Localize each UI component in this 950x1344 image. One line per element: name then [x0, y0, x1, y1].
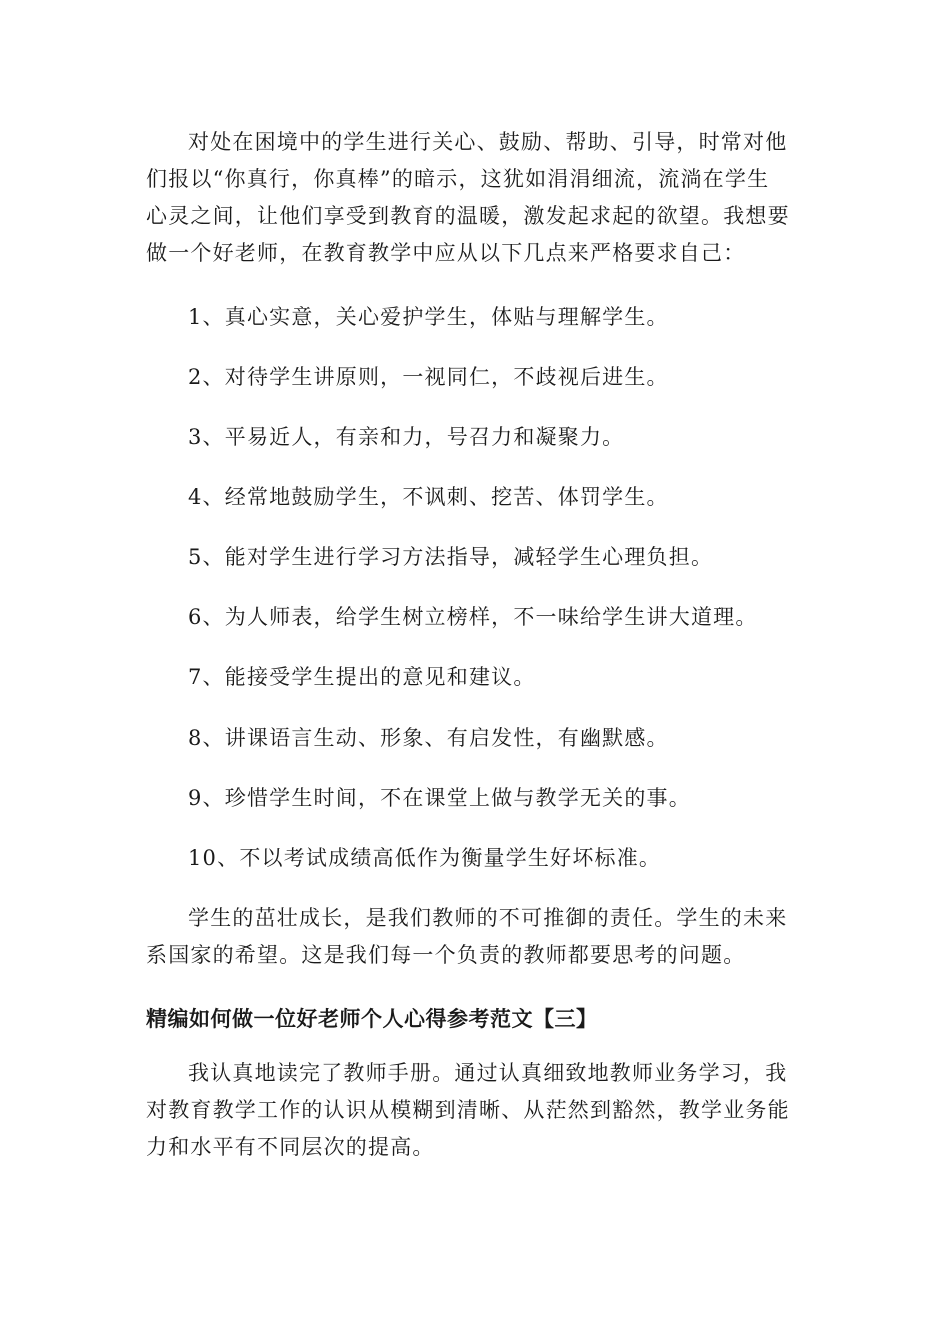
section3-line: 力和水平有不同层次的提高。	[146, 1135, 435, 1159]
intro-line: 对处在困境中的学生进行关心、鼓励、帮助、引导，时常对他	[188, 130, 788, 154]
intro-line: 心灵之间，让他们享受到教育的温暖，激发起求起的欲望。我想要	[146, 204, 790, 228]
intro-line: 做一个好老师，在教育教学中应从以下几点来严格要求自己：	[146, 241, 746, 265]
list-item: 7、能接受学生提出的意见和建议。	[188, 665, 536, 689]
intro-paragraph	[146, 124, 796, 272]
section3-line: 对教育教学工作的认识从模糊到清晰、从茫然到豁然，教学业务能	[146, 1098, 790, 1122]
section-heading: 精编如何做一位好老师个人心得参考范文【三】	[146, 1006, 598, 1031]
list-item: 2、对待学生讲原则，一视同仁，不歧视后进生。	[188, 365, 669, 389]
closing-line: 学生的茁壮成长，是我们教师的不可推御的责任。学生的未来	[188, 906, 788, 930]
list-item: 3、平易近人，有亲和力，号召力和凝聚力。	[188, 425, 625, 449]
section3-line: 我认真地读完了教师手册。通过认真细致地教师业务学习，我	[188, 1061, 788, 1085]
closing-paragraph	[146, 900, 796, 974]
list-item: 5、能对学生进行学习方法指导，减轻学生心理负担。	[188, 545, 714, 569]
list-item: 6、为人师表，给学生树立榜样，不一味给学生讲大道理。	[188, 605, 758, 629]
intro-line: 们报以“你真行，你真棒”的暗示，这犹如涓涓细流，流淌在学生	[146, 167, 770, 191]
list-item: 1、真心实意，关心爱护学生，体贴与理解学生。	[188, 305, 669, 329]
list-item: 4、经常地鼓励学生，不讽刺、挖苦、体罚学生。	[188, 485, 669, 509]
section3-paragraph	[146, 1055, 796, 1166]
list-item: 8、讲课语言生动、形象、有启发性，有幽默感。	[188, 726, 669, 750]
closing-line: 系国家的希望。这是我们每一个负责的教师都要思考的问题。	[146, 943, 746, 967]
list-item: 9、珍惜学生时间，不在课堂上做与教学无关的事。	[188, 786, 691, 810]
list-item: 10、不以考试成绩高低作为衡量学生好坏标准。	[188, 846, 662, 870]
